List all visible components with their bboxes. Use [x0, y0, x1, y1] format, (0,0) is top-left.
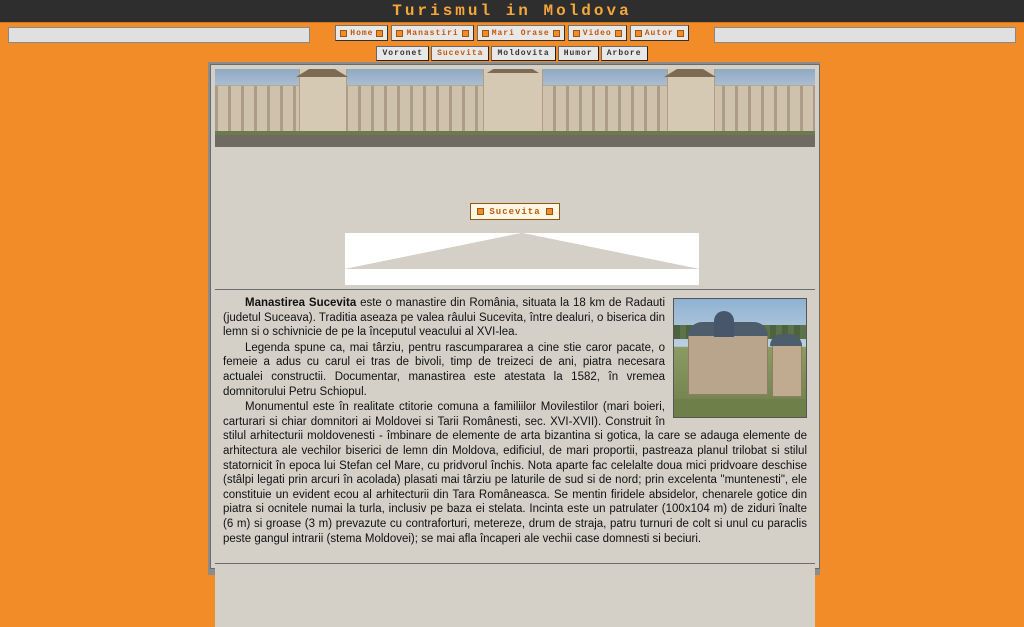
- menu-item-mari-orase[interactable]: [477, 25, 565, 41]
- menu-item-label: Home: [350, 28, 374, 38]
- site-title: Turismul in Moldova: [392, 2, 632, 20]
- menu-item-video[interactable]: [568, 25, 627, 41]
- hero-tower: [667, 69, 715, 137]
- bullet-square-icon: [477, 208, 484, 215]
- article-lead-bold: Manastirea Sucevita: [245, 297, 357, 309]
- menu-item-label: Manastiri: [406, 28, 459, 38]
- sub-menu-item-voronet[interactable]: Voronet: [376, 46, 429, 61]
- article-paragraph-2: Legenda spune ca, mai târziu, pentru rascumpararea a cine stie caror pacate, o femeie a adus cu carul ei tras de bivoli, timp de treizeci de ani, piatra necesara actualei constructii. Documentar, manastirea este atestata la 1582, în vremea domnitorului Petru Schiopul.: [223, 341, 665, 398]
- thumbnail-spire: [714, 311, 734, 337]
- hero-ground: [215, 135, 815, 147]
- bullet-square-icon: [482, 30, 489, 37]
- bullet-square-icon: [376, 30, 383, 37]
- page-margin-right: [820, 62, 1024, 575]
- thumbnail-church: [688, 333, 768, 395]
- article-paragraph-3: Monumentul este în realitate ctitorie comuna a familiilor Movilestilor (mari boieri, carturari si chiar domnitori ai Moldovei si Tarii Românesti, sec. XVI-XVII). Construit în stilul arhitecturii moldovenesti - îmbinare de elemente de arta bizantina si gotica, la care se adauga elemente de arhitectura ale vechilor biserici de lemn din Moldova, edificiul, de mari proportii, pastreaza planul trilobat si stilul statornicit în epoca lui Stefan cel Mare, cu pridvorul închis. Nota aparte fac celelalte doua mici pridvoare deschise (stâlpi legati prin arcuri în acolada) plasati mai târziu pe laturile de sud si de nord; prin excelenta "muntenesti", ele constituie un evident ecou al arhitecturii din Tara Româneasca. Se mentin firidele absidelor, chenarele gotice din piatra si ocnitele numai la turla, inclusiv pe baza ei stelata. Incinta este un patrulater (100x104 m) de ziduri înalte (6 m) si groase (3 m) prevazute cu contraforturi, metereze, drum de straja, patru turnuri de colt si unul cu paraclis peste gangul intrarii (stema Moldovei); se mai afla încaperi ale vechii case domnesti si beciuri.: [223, 401, 807, 545]
- page-margin-left: [0, 62, 208, 575]
- gallery-strip[interactable]: [215, 225, 815, 285]
- hero-image: [215, 69, 815, 147]
- page-title-badge: [470, 203, 559, 220]
- hero-roof: [296, 69, 348, 77]
- monastery-thumbnail[interactable]: [673, 298, 807, 418]
- sub-menu-item-moldovita[interactable]: Moldovita: [491, 46, 555, 61]
- article-paragraph-1-text: este o manastire din România, situata la 18 km de Radauti (judetul Suceava). Traditia aseaza pe valea râului Sucevita, între dealuri, o biserica din lemn si o schivnicie de pe la începutul veacului al XVI-lea.: [223, 297, 665, 339]
- menu-item-label: Autor: [644, 28, 674, 38]
- bullet-square-icon: [340, 30, 347, 37]
- hero-tower: [483, 69, 543, 135]
- bullet-square-icon: [615, 30, 622, 37]
- hero-roof: [664, 69, 716, 77]
- menu-item-home[interactable]: [335, 25, 388, 41]
- hero-roof: [487, 69, 539, 73]
- menu-item-label: Video: [582, 28, 612, 38]
- bullet-square-icon: [635, 30, 642, 37]
- nav-decoration-left: [8, 27, 310, 43]
- sub-menu: [0, 46, 1024, 61]
- content-panel: [210, 64, 820, 569]
- article-body: [215, 289, 815, 564]
- sub-menu-item-humor[interactable]: Humor: [558, 46, 599, 61]
- bullet-square-icon: [396, 30, 403, 37]
- thumbnail-tower: [772, 343, 802, 397]
- gallery-mask: [345, 233, 699, 269]
- menu-item-manastiri[interactable]: [391, 25, 473, 41]
- nav-decoration-right: [714, 27, 1016, 43]
- bullet-square-icon: [573, 30, 580, 37]
- bullet-square-icon: [677, 30, 684, 37]
- hero-tower: [299, 69, 347, 137]
- page-label-wrapper: [211, 203, 819, 220]
- bullet-square-icon: [553, 30, 560, 37]
- page-title: Sucevita: [489, 206, 541, 217]
- bullet-square-icon: [462, 30, 469, 37]
- footer-strip: [215, 567, 815, 627]
- thumbnail-grass: [674, 399, 806, 417]
- menu-item-label: Mari Orase: [491, 28, 550, 38]
- sub-menu-item-sucevita[interactable]: Sucevita: [431, 46, 489, 61]
- menu-item-autor[interactable]: [630, 25, 689, 41]
- main-menu: [312, 25, 712, 42]
- bullet-square-icon: [546, 208, 553, 215]
- sub-menu-item-arbore[interactable]: Arbore: [601, 46, 648, 61]
